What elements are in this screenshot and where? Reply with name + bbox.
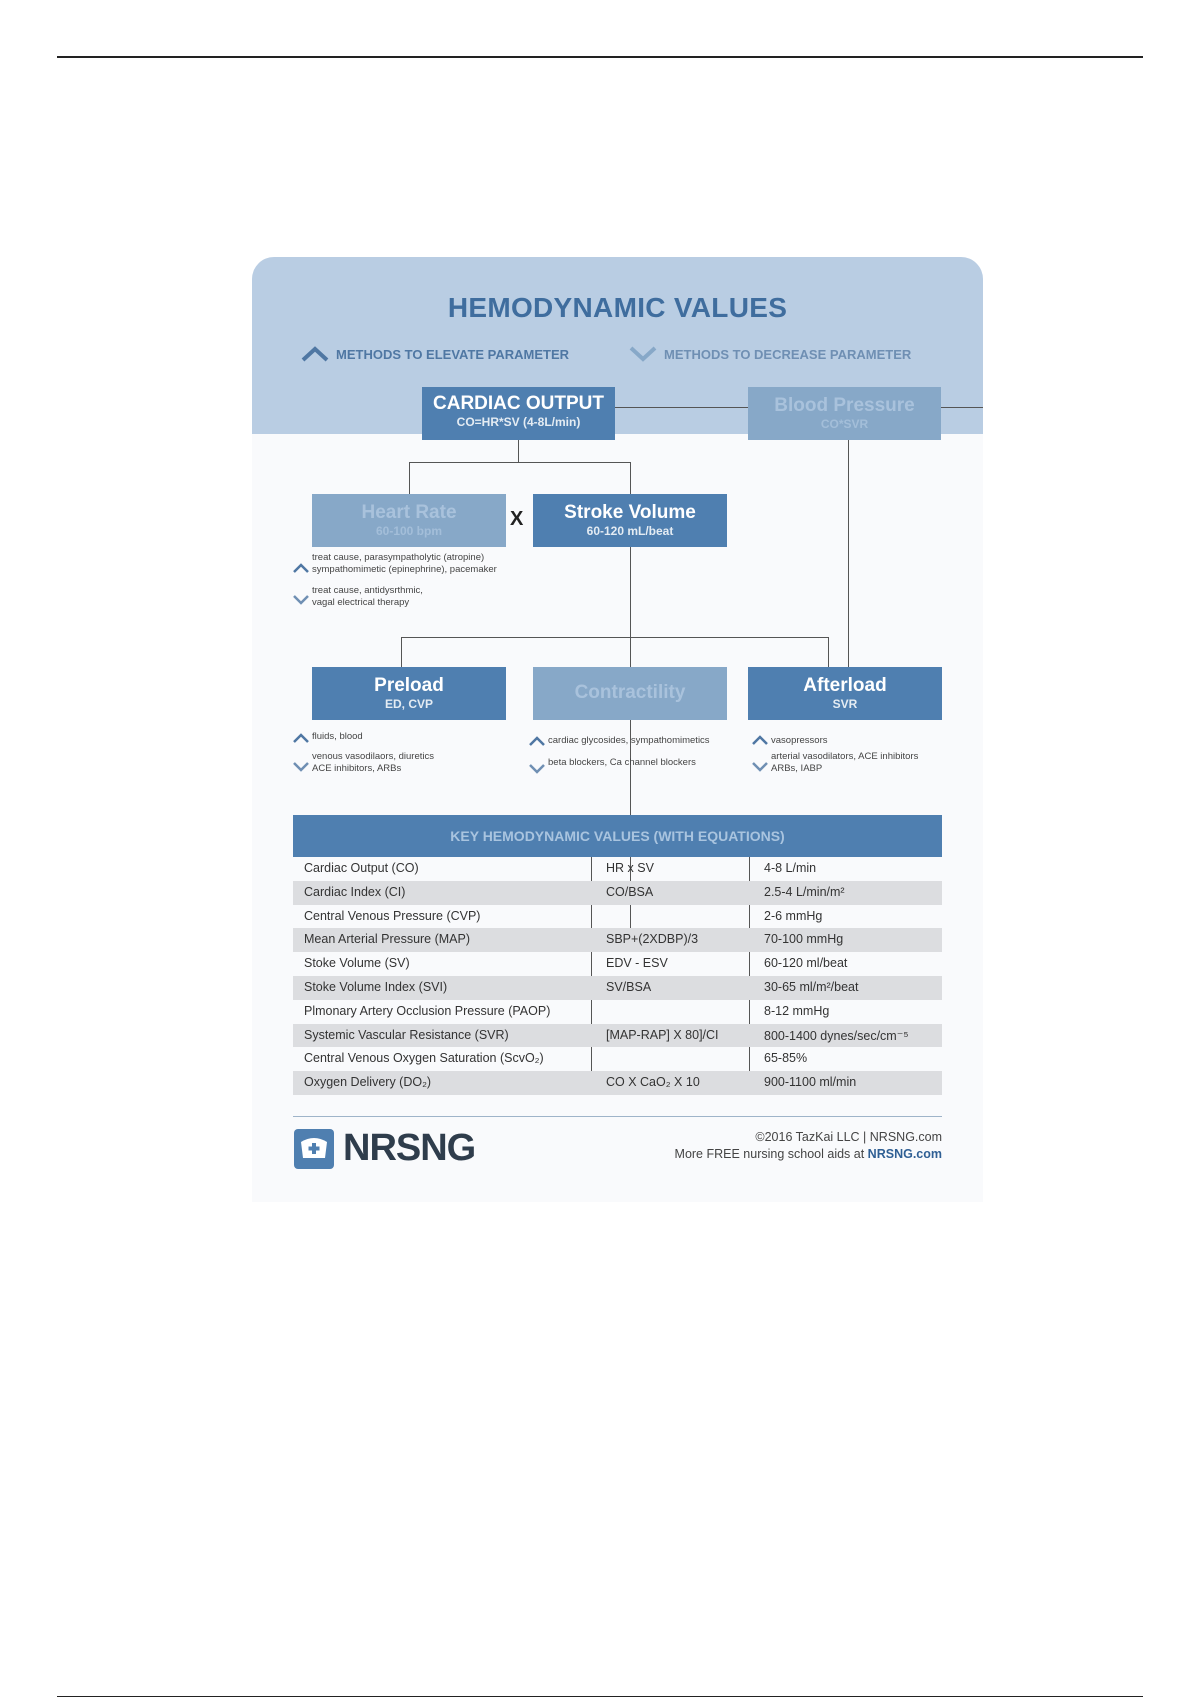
table-row (293, 857, 942, 881)
parameter-cell: Systemic Vascular Resistance (SVR) (304, 1027, 509, 1042)
range-cell: 2.5-4 L/min/m² (764, 884, 845, 899)
preload-elevate-note: fluids, blood (312, 731, 363, 742)
table-heading: KEY HEMODYNAMIC VALUES (WITH EQUATIONS) (293, 815, 942, 857)
equation-cell: [MAP-RAP] X 80]/CI (606, 1027, 719, 1042)
contractility-label: Contractility (574, 682, 686, 703)
chevron-down-icon (751, 761, 769, 773)
range-cell: 8-12 mmHg (764, 1003, 830, 1018)
chevron-up-icon (292, 732, 310, 744)
connector (828, 637, 829, 667)
copyright-block (675, 1129, 942, 1163)
heart-rate-decrease-note: treat cause, antidysrthmic, vagal electrical therapy (312, 585, 423, 608)
promo-line (675, 1146, 942, 1163)
connector (401, 637, 402, 667)
table-row (293, 1000, 942, 1024)
parameter-cell: Stoke Volume Index (SVI) (304, 979, 448, 994)
table-row (293, 905, 942, 929)
cardiac-output-formula: CO=HR*SV (4-8L/min) (456, 415, 581, 429)
blood-pressure-formula: CO*SVR (820, 417, 869, 431)
range-cell: 65-85% (764, 1051, 808, 1066)
equation-cell: CO X CaO₂ X 10 (606, 1075, 700, 1090)
parameter-cell: Central Venous Oxygen Saturation (ScvO₂) (304, 1051, 544, 1066)
hemodynamic-card (252, 257, 983, 1202)
blood-pressure-label: Blood Pressure (774, 395, 915, 416)
table-row (293, 1024, 942, 1048)
afterload-label: Afterload (803, 675, 887, 696)
parameter-cell: Stoke Volume (SV) (304, 956, 410, 971)
heart-rate-label: Heart Rate (361, 502, 457, 523)
chevron-up-icon (300, 345, 330, 363)
legend-decrease-label: METHODS TO DECREASE PARAMETER (664, 346, 912, 362)
table-row (293, 952, 942, 976)
multiply-symbol: X (510, 508, 524, 530)
nurse-cap-icon (293, 1128, 335, 1170)
preload-box (312, 667, 506, 720)
preload-sub: ED, CVP (384, 697, 433, 711)
range-cell: 800-1400 dynes/sec/cm⁻⁵ (764, 1028, 909, 1043)
equation-cell: CO/BSA (606, 884, 654, 899)
heart-rate-range: 60-100 bpm (375, 524, 443, 538)
parameter-cell: Cardiac Index (CI) (304, 884, 406, 899)
hemodynamic-table (293, 857, 942, 1095)
table-row (293, 881, 942, 905)
equation-cell: HR x SV (606, 861, 654, 875)
nrsng-logo (293, 1127, 475, 1170)
connector (848, 440, 849, 667)
connector (401, 637, 829, 638)
legend-elevate (300, 345, 569, 363)
top-rule (57, 56, 1143, 58)
page-title: HEMODYNAMIC VALUES (447, 292, 788, 323)
afterload-elevate-note: vasopressors (771, 735, 828, 746)
stroke-volume-label: Stroke Volume (564, 502, 696, 523)
table-row (293, 1047, 942, 1071)
chevron-up-icon (528, 735, 546, 747)
heart-rate-box (312, 494, 506, 547)
afterload-box (748, 667, 942, 720)
connector (409, 462, 631, 463)
parameter-cell: Plmonary Artery Occlusion Pressure (PAOP) (304, 1003, 551, 1018)
heart-rate-elevate-note: treat cause, parasympatholytic (atropine) sympathomimetic (epinephrine), pacemaker (312, 552, 497, 575)
contractility-elevate-note: cardiac glycosides, sympathomimetics (548, 735, 710, 746)
parameter-cell: Oxygen Delivery (DO₂) (304, 1075, 432, 1090)
afterload-decrease-note: arterial vasodilators, ACE inhibitors ARBs, IABP (771, 751, 919, 774)
range-cell: 70-100 mmHg (764, 932, 844, 947)
range-cell: 900-1100 ml/min (764, 1075, 857, 1090)
promo-link[interactable]: NRSNG.com (867, 1147, 942, 1161)
connector (518, 437, 519, 462)
range-cell: 30-65 ml/m²/beat (764, 979, 859, 994)
parameter-cell: Mean Arterial Pressure (MAP) (304, 932, 471, 947)
legend-decrease (628, 345, 911, 363)
afterload-sub: SVR (832, 697, 858, 711)
parameter-cell: Central Venous Pressure (CVP) (304, 908, 481, 923)
logo-text: NRSNG (343, 1127, 476, 1169)
equation-cell: SBP+(2XDBP)/3 (606, 932, 699, 947)
chevron-down-icon (292, 761, 310, 773)
stroke-volume-box (533, 494, 727, 547)
table-row (293, 976, 942, 1000)
table-row (293, 928, 942, 952)
range-cell: 2-6 mmHg (764, 908, 823, 923)
blood-pressure-box (748, 387, 941, 440)
range-cell: 60-120 ml/beat (764, 956, 848, 971)
equation-cell: SV/BSA (606, 979, 652, 994)
chevron-up-icon (292, 562, 310, 574)
stroke-volume-range: 60-120 mL/beat (586, 524, 674, 538)
equation-cell: EDV - ESV (606, 956, 668, 971)
contractility-decrease-note: beta blockers, Ca channel blockers (548, 757, 696, 768)
range-cell: 4-8 L/min (764, 861, 817, 875)
preload-decrease-note: venous vasodilaors, diuretics ACE inhibitors, ARBs (312, 751, 434, 774)
chevron-down-icon (528, 763, 546, 775)
parameter-cell: Cardiac Output (CO) (304, 861, 419, 875)
promo-text: More FREE nursing school aids at (674, 1147, 868, 1161)
bottom-rule (57, 1696, 1143, 1697)
table-row (293, 1071, 942, 1095)
preload-label: Preload (374, 675, 444, 696)
chevron-up-icon (751, 734, 769, 746)
chevron-down-icon (292, 594, 310, 606)
footer-divider (293, 1116, 942, 1117)
cardiac-output-label: CARDIAC OUTPUT (433, 393, 604, 414)
chevron-down-icon (628, 345, 658, 363)
legend-elevate-label: METHODS TO ELEVATE PARAMETER (336, 346, 570, 362)
contractility-box (533, 667, 727, 720)
cardiac-output-box (422, 387, 615, 440)
copyright-text: ©2016 TazKai LLC | NRSNG.com (755, 1130, 942, 1144)
